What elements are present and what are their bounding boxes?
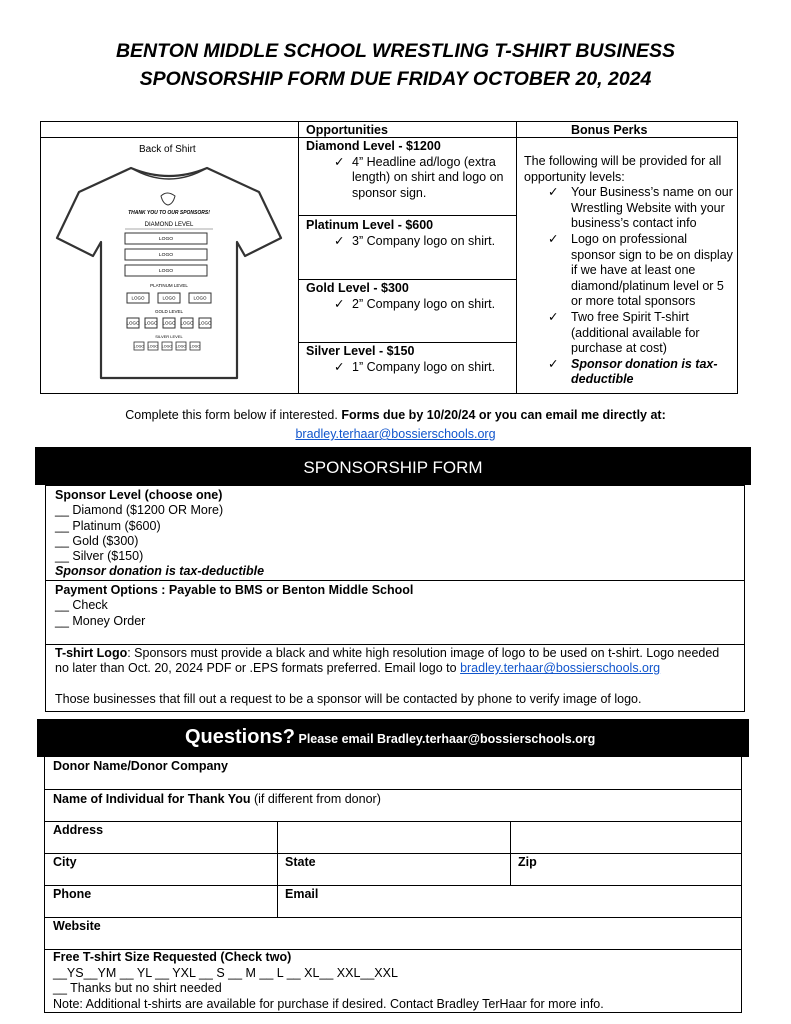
check-mark-icon: ✓ bbox=[334, 154, 345, 169]
shirt-logo-placeholder: LOGO bbox=[126, 320, 140, 326]
shirt-logo-placeholder: LOGO bbox=[131, 295, 145, 301]
individual-name-label-bold: Name of Individual for Thank You bbox=[53, 792, 251, 806]
contact-note: Those businesses that fill out a request to be a sponsor will be contacted by phone to verify image of logo. bbox=[55, 691, 642, 706]
payment-options-heading: Payment Options : Payable to BMS or Benton Middle School bbox=[55, 583, 414, 597]
diamond-level bbox=[306, 139, 518, 201]
bonus-perks-list bbox=[524, 154, 734, 388]
city-label: City bbox=[53, 855, 77, 869]
tshirt-logo-label: T-shirt Logo bbox=[55, 646, 128, 660]
check-mark-icon: ✓ bbox=[548, 356, 559, 371]
complete-note bbox=[0, 406, 791, 444]
no-shirt-option[interactable]: __ Thanks but no shirt needed bbox=[53, 981, 222, 995]
phone-label: Phone bbox=[53, 887, 92, 901]
website-row[interactable] bbox=[45, 917, 741, 949]
sponsor-level-option[interactable]: __ Platinum ($600) bbox=[55, 518, 161, 533]
shirt-logo-placeholder: LOGO bbox=[180, 320, 194, 326]
email-field[interactable] bbox=[277, 886, 319, 917]
donor-info-form bbox=[44, 757, 742, 1013]
perk-item bbox=[524, 232, 734, 310]
questions-banner bbox=[37, 719, 749, 757]
shirt-logo-placeholder: LOGO bbox=[189, 344, 201, 349]
table-divider bbox=[298, 122, 299, 393]
individual-name-row[interactable] bbox=[45, 789, 741, 821]
check-mark-icon: ✓ bbox=[334, 359, 345, 374]
sponsor-level-option[interactable]: __ Diamond ($1200 OR More) bbox=[55, 503, 224, 518]
shirt-logo-placeholder: LOGO bbox=[193, 295, 207, 301]
level-divider bbox=[298, 342, 516, 343]
diamond-level-item: 4” Headline ad/logo (extra length) on shirt and logo on sponsor sign. bbox=[352, 154, 504, 200]
shirt-logo-placeholder: LOGO bbox=[162, 320, 176, 326]
bonus-perks-header: Bonus Perks bbox=[571, 123, 648, 137]
complete-note-plain: Complete this form below if interested. bbox=[125, 408, 338, 422]
tshirt-size-heading: Free T-shirt Size Requested (Check two) bbox=[53, 950, 292, 964]
shirt-caption: Back of Shirt bbox=[139, 144, 196, 155]
state-label: State bbox=[285, 855, 316, 869]
shirt-logo-placeholder: LOGO bbox=[175, 344, 187, 349]
title-line-2: SPONSORSHIP FORM DUE FRIDAY OCTOBER 20, 2024 bbox=[139, 68, 652, 90]
perk-text: Two free Spirit T-shirt (additional available for purchase at cost) bbox=[571, 309, 700, 356]
shirt-logo-placeholder: LOGO bbox=[158, 237, 174, 242]
level-divider bbox=[298, 215, 516, 216]
platinum-level-item: 3” Company logo on shirt. bbox=[352, 233, 496, 248]
check-mark-icon: ✓ bbox=[548, 185, 559, 200]
shirt-diamond-label: DIAMOND LEVEL bbox=[144, 222, 194, 228]
diamond-level-name: Diamond Level - $1200 bbox=[306, 139, 441, 153]
donor-name-row[interactable] bbox=[45, 757, 741, 789]
perk-text: Your Business’s name on our Wrestling Website with your business’s contact info bbox=[571, 185, 733, 231]
perk-item bbox=[524, 310, 734, 357]
shirt-gold-label: GOLD LEVEL bbox=[154, 309, 184, 314]
platinum-level-name: Platinum Level - $600 bbox=[306, 218, 434, 232]
zip-label: Zip bbox=[518, 855, 537, 869]
payment-option[interactable]: __ Check bbox=[55, 598, 108, 613]
sponsor-level-section bbox=[45, 485, 745, 581]
title-line-1: BENTON MIDDLE SCHOOL WRESTLING T-SHIRT BUSINESS bbox=[115, 40, 676, 62]
complete-note-bold: Forms due by 10/20/24 or you can email me directly at: bbox=[341, 408, 666, 422]
table-header-divider bbox=[41, 137, 737, 138]
silver-level-name: Silver Level - $150 bbox=[306, 344, 415, 358]
phone-email-row bbox=[45, 885, 741, 917]
check-mark-icon: ✓ bbox=[548, 231, 559, 246]
additional-shirts-note: Note: Additional t-shirts are available for purchase if desired. Contact Bradley TerHaar for more info. bbox=[53, 996, 604, 1011]
perk-item bbox=[524, 185, 734, 232]
payment-options-section bbox=[45, 580, 745, 645]
donor-name-label: Donor Name/Donor Company bbox=[53, 759, 229, 773]
address-label: Address bbox=[53, 823, 104, 837]
address-field-1[interactable] bbox=[277, 822, 278, 853]
check-mark-icon: ✓ bbox=[334, 296, 345, 311]
email-label: Email bbox=[285, 887, 319, 901]
sponsorship-form-banner: SPONSORSHIP FORM bbox=[35, 447, 751, 485]
tshirt-logo-section bbox=[45, 644, 745, 712]
opportunities-header: Opportunities bbox=[306, 123, 388, 137]
shirt-thank-you-text: THANK YOU TO OUR SPONSORS! bbox=[128, 210, 210, 216]
gold-level bbox=[306, 281, 518, 312]
shirt-logo-placeholder: LOGO bbox=[162, 295, 176, 301]
website-label: Website bbox=[53, 919, 101, 933]
zip-field[interactable] bbox=[510, 854, 537, 885]
shirt-logo-placeholder: LOGO bbox=[158, 253, 174, 258]
tshirt-size-row bbox=[45, 949, 741, 1013]
shirt-silver-label: SILVER LEVEL bbox=[155, 334, 183, 339]
shirt-logo-placeholder: LOGO bbox=[133, 344, 145, 349]
shirt-logo-placeholder: LOGO bbox=[147, 344, 159, 349]
perk-text: Sponsor donation is tax-deductible bbox=[571, 356, 718, 387]
tax-deductible-note: Sponsor donation is tax-deductible bbox=[55, 564, 265, 579]
page-title bbox=[0, 37, 791, 93]
shirt-logo-placeholder: LOGO bbox=[158, 269, 174, 274]
opportunities-table bbox=[40, 121, 738, 394]
tshirt-size-section bbox=[53, 950, 604, 1012]
payment-option[interactable]: __ Money Order bbox=[55, 613, 146, 628]
gold-level-name: Gold Level - $300 bbox=[306, 281, 409, 295]
silver-level bbox=[306, 344, 518, 375]
questions-heading: Questions? bbox=[185, 726, 296, 748]
tshirt-size-options[interactable]: __YS__YM __ YL __ YXL __ S __ M __ L __ XL__ XXL__XXL bbox=[53, 965, 398, 980]
tshirt-logo-body: : Sponsors must provide a black and white high resolution image of logo to be used on t-shirt. Logo needed no later than Oct. 20, 2024 PDF or .EPS formats preferred. Email logo to bbox=[55, 646, 720, 676]
contact-email-link[interactable]: bradley.terhaar@bossierschools.org bbox=[295, 427, 496, 441]
shirt-logo-placeholder: LOGO bbox=[144, 320, 158, 326]
perk-item bbox=[524, 357, 734, 388]
tshirt-logo-text bbox=[55, 646, 735, 677]
sponsor-level-option[interactable]: __ Gold ($300) bbox=[55, 533, 139, 548]
perks-intro: The following will be provided for all opportunity levels: bbox=[524, 154, 722, 184]
gold-level-item: 2” Company logo on shirt. bbox=[352, 296, 496, 311]
level-divider bbox=[298, 279, 516, 280]
city-state-zip-row bbox=[45, 853, 741, 885]
tshirt-illustration bbox=[49, 160, 289, 385]
shirt-platinum-label: PLATINUM LEVEL bbox=[150, 283, 188, 288]
sponsor-level-option[interactable]: __ Silver ($150) bbox=[55, 549, 144, 564]
individual-name-label-plain: (if different from donor) bbox=[250, 792, 381, 806]
perk-text: Logo on professional sponsor sign to be on display if we have at least one diamond/platinum level or 5 or more total sponsors bbox=[571, 231, 733, 309]
logo-email-link[interactable]: bradley.terhaar@bossierschools.org bbox=[460, 661, 661, 676]
sponsor-level-heading: Sponsor Level (choose one) bbox=[55, 488, 223, 502]
shirt-logo-placeholder: LOGO bbox=[161, 344, 173, 349]
check-mark-icon: ✓ bbox=[548, 309, 559, 324]
questions-email: Please email Bradley.terhaar@bossierschools.org bbox=[298, 732, 596, 746]
silver-level-item: 1” Company logo on shirt. bbox=[352, 359, 496, 374]
individual-name-label bbox=[53, 792, 381, 808]
platinum-level bbox=[306, 218, 518, 249]
check-mark-icon: ✓ bbox=[334, 233, 345, 248]
address-field-2[interactable] bbox=[510, 822, 511, 853]
address-row bbox=[45, 821, 741, 853]
shirt-logo-placeholder: LOGO bbox=[198, 320, 212, 326]
state-field[interactable] bbox=[277, 854, 316, 885]
